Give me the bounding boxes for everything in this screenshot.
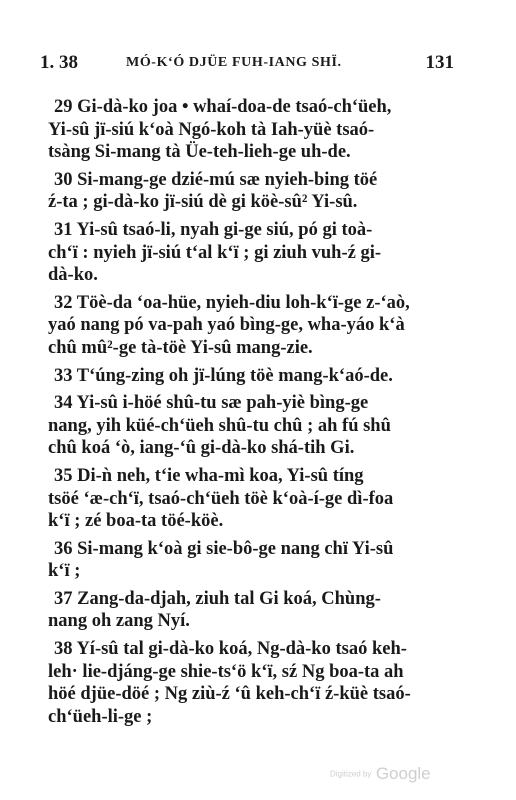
verse-line: chû mû²-ge tà-töè Yi-sû mang-zie. (48, 337, 313, 358)
verse-paragraph (48, 638, 458, 728)
verse-paragraph (48, 219, 458, 287)
verse-line: Yi-sû jï-siú k‘oà Ngó-koh tà Iah-yüè tsaó- (48, 119, 375, 140)
verse-line: 37 Zang-da-djah, ziuh tal Gi koá, Chùng- (54, 588, 381, 609)
verse-line: k‘ï ; zé boa-ta töé-köè. (48, 511, 224, 532)
verse-line: ch‘üeh-li-ge ; (48, 706, 153, 727)
verse-line: tsàng Si-mang tà Üe-teh-lieh-ge uh-de. (48, 142, 351, 163)
verse-paragraph (48, 538, 458, 583)
verse-line: 36 Si-mang k‘oà gi sie-bô-ge nang chï Yi-sû (54, 538, 394, 559)
verse-line: nang oh zang Nyí. (48, 611, 190, 632)
verse-paragraph (48, 392, 458, 460)
verse-line: höé djüe-döé ; Ng ziù-ź ‘û keh-ch‘ï ź-küè tsaó- (48, 684, 411, 705)
scripture-text (48, 96, 458, 733)
verse-line: dà-ko. (48, 265, 98, 286)
verse-line: yaó nang pó va-pah yaó bìng-ge, wha-yáo k‘à (48, 315, 405, 336)
verse-line: 35 Di-ǹ neh, t‘ie wha-mì koa, Yi-sû tíng (54, 465, 364, 486)
verse-paragraph (48, 465, 458, 533)
verse-line: 32 Töè-da ‘oa-hüe, nyieh-diu loh-k‘ï-ge z-‘aò, (54, 292, 410, 313)
verse-line: ź-ta ; gi-dà-ko jï-siú dè gi köè-sû² Yi-sû. (48, 192, 358, 213)
verse-paragraph (48, 96, 458, 164)
verse-line: 30 Si-mang-ge dzié-mú sæ nyieh-bing töé (54, 169, 378, 190)
verse-line: 38 Yí-sû tal gi-dà-ko koá, Ng-dà-ko tsaó keh- (54, 639, 407, 660)
verse-paragraph (48, 365, 458, 388)
verse-paragraph (48, 169, 458, 214)
verse-line: k‘ï ; (48, 561, 81, 582)
verse-line: ch‘ï : nyieh jï-siú t‘al k‘ï ; gi ziuh vuh-ź gi- (48, 242, 382, 263)
watermark-brand: Google (375, 764, 431, 783)
watermark-prefix: Digitized by (330, 769, 372, 779)
verse-line: 33 T‘úng-zing oh jï-lúng töè mang-k‘aó-de. (54, 365, 393, 386)
verse-paragraph (48, 588, 458, 633)
running-header (40, 52, 454, 78)
verse-line: 34 Yi-sû i-höé shû-tu sæ pah-yiè bìng-ge (54, 393, 369, 414)
digitization-watermark (330, 764, 431, 784)
verse-line: leh· lie-djáng-ge shie-ts‘ö k‘ï, sź Ng boa-ta ah (48, 661, 404, 682)
verse-line: chû koá ‘ò, iang-‘û gi-dà-ko shá-tih Gi. (48, 438, 355, 459)
verse-line: 29 Gi-dà-ko joa • whaí-doa-de tsaó-ch‘üeh, (54, 97, 392, 117)
page-number: 131 (425, 52, 454, 73)
verse-line: 31 Yi-sû tsaó-li, nyah gi-ge siú, pó gi toà- (54, 219, 373, 240)
verse-paragraph (48, 292, 458, 360)
verse-line: nang, yih küé-ch‘üeh shû-tu chû ; ah fú shû (48, 415, 391, 436)
verse-line: tsöé ‘æ-ch‘ï, tsaó-ch‘üeh töè k‘oà-í-ge dì-foa (48, 488, 394, 509)
book-title: MÓ-K‘Ó DJÜE FUH-IANG SHÏ. (126, 55, 342, 70)
chapter-verse-ref: 1. 38 (40, 52, 78, 73)
